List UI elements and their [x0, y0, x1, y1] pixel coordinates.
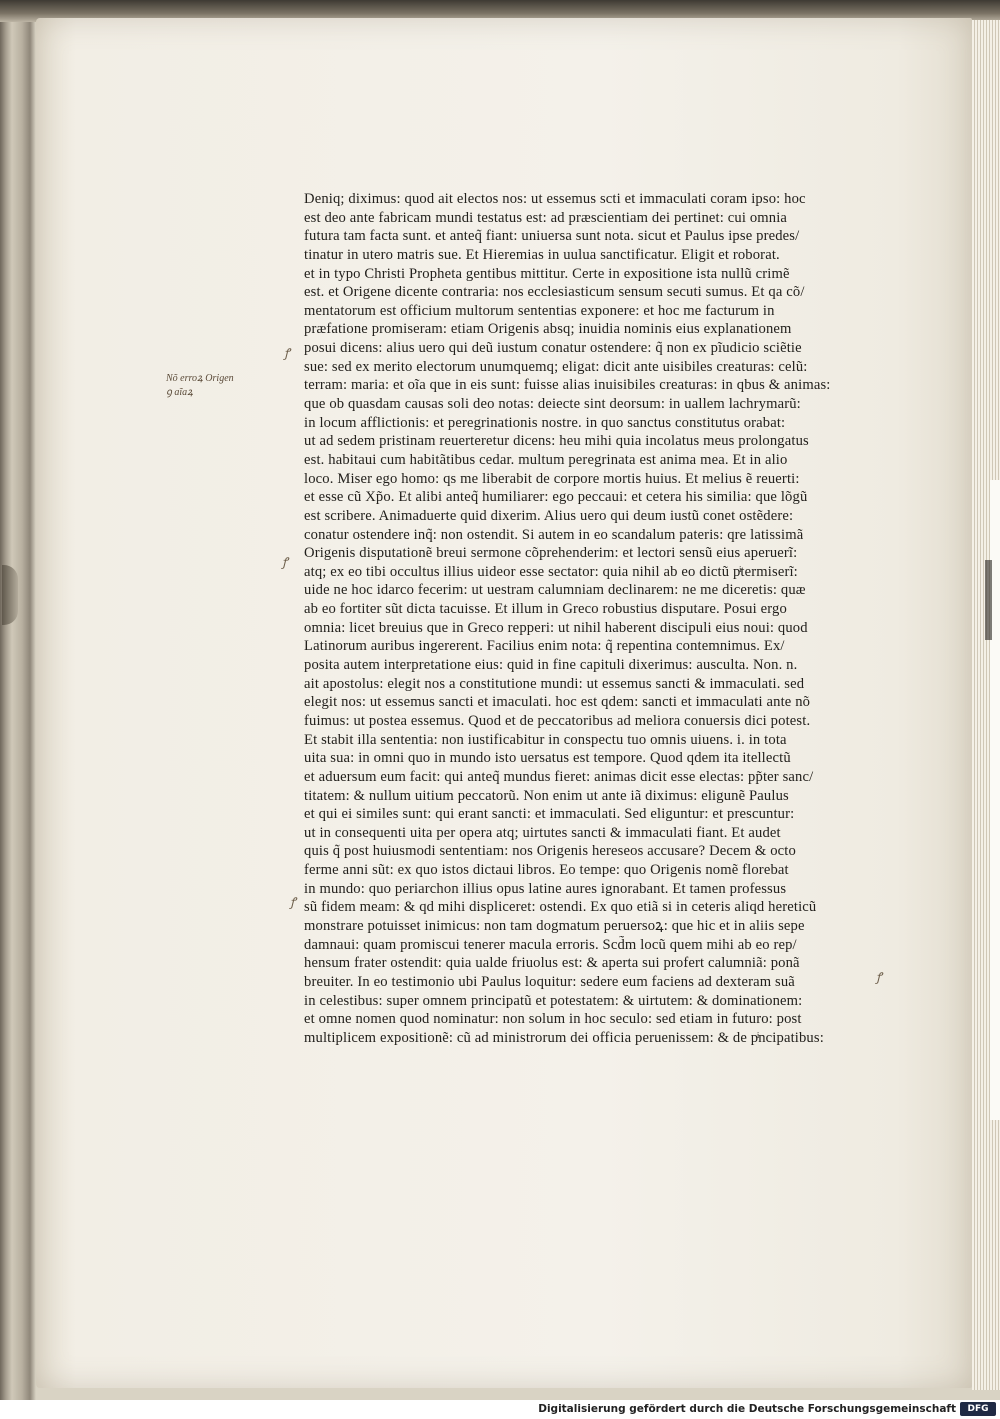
text-line: est. et Origene dicente contraria: nos ecclesiasticum sensum secuti sumus. Et qa cõ/ — [304, 284, 805, 301]
text-line: quis q̃ post huiusmodi sententiam: nos Origenis hereseos accusare? Decem & octo — [304, 843, 796, 860]
text-line: ut in consequenti uita per opera atq; uirtutes sancti & immaculati fiant. Et audet — [304, 824, 781, 841]
text-line: in locum afflictionis: et peregrinationis nostre. in quo sanctus constitutus orabat: — [304, 414, 786, 431]
text-line: est scribere. Animaduerte quid dixerim. Alius uero qui deum iustũ conet ostẽdere: — [304, 507, 794, 524]
text-line: præfatione promiseram: etiam Origenis absq; inuidia nominis eius explanationem — [304, 321, 792, 338]
dfg-logo[interactable]: DFG — [960, 1402, 996, 1416]
marginal-annotation-line: ꝯ aĩaꝝ — [166, 387, 193, 398]
text-line: ab eo fortiter sũt dicta tacuisse. Et illum in Greco robustius disputare. Posui ergo — [304, 601, 787, 618]
text-line: est deo ante fabricam mundi testatus est: ad præscientiam dei pertinet: cui omnia — [304, 209, 788, 226]
text-line: in mundo: quo periarchon illius opus latine aures ignorabant. Et tamen professus — [304, 880, 787, 897]
text-line: Et stabit illa sententia: non iustificabitur in conspectu tuo omnis uiuens. i. in tota — [304, 731, 787, 748]
funding-credit: Digitalisierung gefördert durch die Deutsche Forschungsgemeinschaft — [538, 1403, 956, 1415]
text-line: loco. Miser ego homo: qs me liberabit de corpore mortis huius. Et melius ẽ reuerti: — [304, 470, 800, 487]
footer-bar — [0, 1400, 1000, 1419]
text-line: Latinorum auribus ingererent. Facilius enim nota: q̃ repentina contemnimus. Ex/ — [304, 638, 785, 655]
text-line: conatur ostendere inq̃: non ostendit. Si autem in eo scandalum pateris: qre latissimã — [304, 526, 804, 543]
text-line: et esse cũ Xp̃o. Et alibi anteq̃ humiliarer: ego peccaui: et cetera his similia: que lõgũ — [304, 489, 808, 506]
text-line: multiplicem expositionẽ: cũ ad ministrorum dei officia peruenissem: & de pͥncipatibus: — [304, 1029, 824, 1046]
text-line: et aduersum eum facit: qui anteq̃ mundus fieret: animas dicit esse electas: pp̃ter sanc/ — [304, 768, 814, 785]
text-line: monstrare potuisset inimicus: non tam dogmatum peruersoꝝ: que hic et in aliis sepe — [304, 917, 805, 934]
text-line: ferme anni sũt: ex quo istos dictaui libros. Eo tempe: quo Origenis nomẽ florebat — [304, 862, 789, 879]
text-line: atq; ex eo tibi occultus illius uideor esse sectator: quia nihil ab eo dictũ pͥtermiserĩ: — [304, 563, 798, 580]
text-line: et omne nomen quod nominatur: non solum in hoc seculo: sed etiam in futuro: post — [304, 1011, 802, 1028]
text-line: elegit nos: ut essemus sancti et imaculati. hoc est qdem: sancti et immaculati ante nõ — [304, 694, 811, 711]
text-line: ut ad sedem pristinam reuerteretur dicens: heu mihi quia incolatus meus prolongatus — [304, 433, 809, 450]
body-text-column — [304, 190, 872, 1047]
text-line: que ob quasdam causas soli deo notas: deiecte sint deorsum: in uallem lachrymarũ: — [304, 396, 801, 413]
text-line: posui dicens: alius uero qui deũ iustum conatur ostendere: q̃ non ex pĩudicio sciẽtie — [304, 340, 802, 357]
margin-mark: ꝭ — [876, 970, 882, 984]
text-line: ait apostolus: elegit nos a constitutione mundi: ut essemus sancti & immaculati. sed — [304, 675, 805, 692]
page-clip — [2, 565, 18, 625]
text-line: titatem: & nullum uitium peccatorũ. Non enim ut ante iã diximus: eligunẽ Paulus — [304, 787, 789, 804]
marginal-annotation — [166, 372, 256, 400]
margin-mark: ꝭ — [282, 555, 288, 569]
text-line: uita sua: in omni quo in mundo isto uersatus est tempore. Quod qdem ita itellectũ — [304, 750, 791, 767]
text-line: hensum frater ostendit: quia ualde friuolus est: & aperta sui profert calumniã: ponã — [304, 955, 800, 972]
text-line: omnia: licet breuius que in Greco repperi: ut nihil haberent discipuli eius noui: quod — [304, 619, 808, 636]
marginal-annotation-line: Nõ erroꝝ Origen — [166, 373, 234, 384]
text-line: in celestibus: super omnem principatũ et potestatem: & uirtutem: & dominationem: — [304, 992, 803, 1009]
text-line: fuimus: ut postea essemus. Quod et de peccatoribus ad meliora conuersis dici potest. — [304, 712, 811, 729]
text-line: posita autem interpretatione eius: quid in fine capituli dixerimus: ausculta. Non. n. — [304, 657, 798, 674]
text-line: futura tam facta sunt. et anteq̃ fiant: uniuersa sunt nota. sicut et Paulus ipse predes/ — [304, 228, 800, 245]
text-line: mentatorum est officium multorum sententias exponere: et hoc me facturum in — [304, 302, 775, 319]
text-line: Origenis disputationẽ breui sermone cõprehenderim: et lectori sensũ eius aperuerĩ: — [304, 545, 798, 562]
margin-mark: ꝭ — [284, 346, 290, 360]
text-line: et qui ei similes sunt: qui erant sancti: et immaculati. Sed eliguntur: et prescuntur: — [304, 806, 795, 823]
text-line: sue: sed ex merito electorum unumquemq; eligat: dicit ante uisibiles creaturas: celũ: — [304, 358, 808, 375]
margin-mark: ꝭ — [290, 895, 296, 909]
text-line: Deniq; diximus: quod ait electos nos: ut essemus scti et immaculati coram ipso: hoc — [304, 191, 806, 207]
text-line: uide ne hoc idarco fecerim: ut uestram calumniam declinarem: ne me diceretis: quæ — [304, 582, 806, 599]
text-line: breuiter. In eo testimonio ubi Paulus loquitur: sedere eum faciens ad dexteram suã — [304, 973, 795, 990]
text-line: damnaui: quam promiscui tenerer macula erroris. Scd̃m locũ quem mihi ab eo rep/ — [304, 936, 797, 953]
text-line: est. habitaui cum habitãtibus cedar. multum peregrinata est anima mea. Et in alio — [304, 451, 788, 468]
text-line: terram: maria: et oĩa que in eis sunt: fuisse alias inuisibiles creaturas: in qbus & animas: — [304, 377, 831, 394]
text-line: sũ fidem meam: & qd mihi displiceret: ostendi. Ex quo etiã si in ceteris aliqd hereticũ — [304, 899, 817, 916]
text-line: et in typo Christi Propheta gentibus mittitur. Certe in expositione ista nullũ crimẽ — [304, 265, 790, 282]
text-line: tinatur in utero matris sue. Et Hieremias in uulua sanctificatur. Eligit et roborat. — [304, 246, 780, 263]
bookmark-strip-shadow — [985, 560, 992, 640]
